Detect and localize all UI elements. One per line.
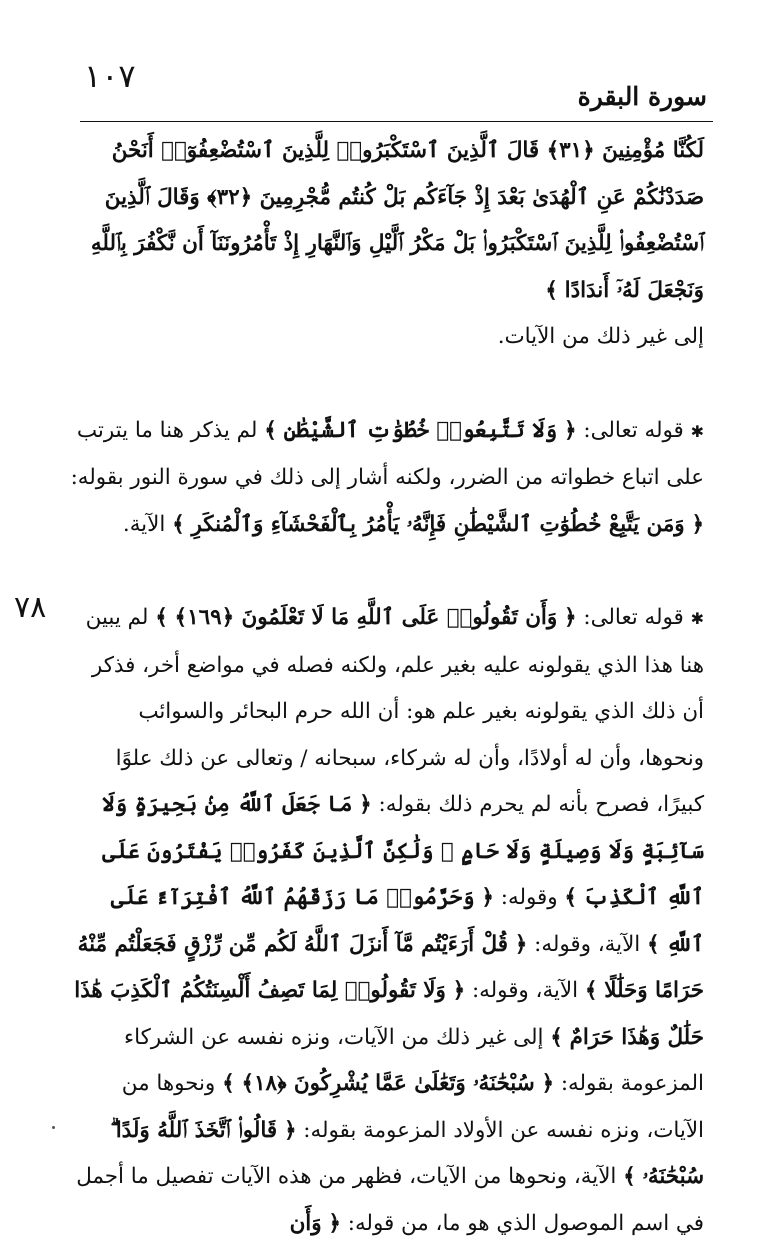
close-brace: ﴾ <box>584 978 598 1003</box>
paragraph-text: قوله تعالى: <box>583 417 684 443</box>
quran-verse: قَالُوا۟ ٱتَّخَذَ ٱللَّهُ وَلَدًا ۗ سُبْحَٰنَهُۥ <box>110 1117 704 1189</box>
paragraph-text: الآية، وقوله: <box>471 978 579 1003</box>
paragraph-text: الآية. <box>122 511 166 537</box>
paragraph-2 <box>68 408 704 549</box>
open-brace: ﴿ <box>359 792 372 817</box>
close-brace: ﴾ <box>550 1024 563 1050</box>
star-bullet-icon: ✱ <box>690 421 704 441</box>
paragraph-gap <box>68 361 704 408</box>
open-brace: ﴿ <box>452 978 466 1003</box>
paragraph-3 <box>68 595 704 1247</box>
close-brace: ﴾ <box>222 1071 235 1096</box>
close-brace: ﴾ <box>545 277 558 303</box>
quran-verse: وَأَن <box>289 1210 322 1236</box>
scan-dot <box>52 1126 55 1129</box>
quran-verse: سُبْحَٰنَهُۥ وَتَعَٰلَىٰ عَمَّا يُشْرِكُونَ ﴿١٨﴾ <box>241 1071 535 1096</box>
quran-verse: لَكُنَّا مُؤْمِنِينَ ﴿٣١﴾ قَالَ ٱلَّذِينَ ٱسْتَكْبَرُوا۟ لِلَّذِينَ ٱسْتُضْعِفُوٓا۟ أَنَحْنُ صَدَدْنَٰكُمْ عَنِ ٱلْهُدَىٰ بَعْدَ إِذْ جَآءَكُم بَلْ كُنتُم مُّجْرِمِينَ ﴿٣٢﴾ وَقَالَ ٱلَّذِينَ ٱسْتُضْعِفُوا۟ لِلَّذِينَ ٱسْتَكْبَرُوا۟ بَلْ مَكْرُ ٱلَّيْلِ وَٱلنَّهَارِ إِذْ تَأْمُرُونَنَآ أَن نَّكْفُرَ بِٱللَّهِ وَنَجْعَلَ لَهُۥٓ أَندَادًا <box>90 138 704 303</box>
open-brace: ﴿ <box>564 605 577 630</box>
paragraph-text: وقوله: <box>500 885 558 910</box>
paragraph-gap <box>68 548 704 595</box>
close-brace: ﴾ <box>264 417 277 443</box>
paragraph-1 <box>68 128 704 361</box>
open-brace: ﴿ <box>691 511 704 537</box>
paragraph-text: قوله تعالى: <box>583 605 684 630</box>
paragraph-text: الآية، وقوله: <box>534 931 641 957</box>
open-brace: ﴿ <box>283 1117 297 1143</box>
paragraph-text: الآية، ونحوها من الآيات، فظهر من هذه الآيات تفصيل ما أجمل في اسم الموصول الذي هو ما، من قوله: <box>76 1164 704 1236</box>
paragraph-text: إلى غير ذلك من الآيات، ونزه نفسه عن الشركاء المزعومة بقوله: <box>124 1024 704 1096</box>
open-brace: ﴿ <box>541 1071 554 1096</box>
open-brace: ﴿ <box>564 417 577 443</box>
paragraph-text: ونحوها من الآيات، ونزه نفسه عن الأولاد المزعومة بقوله: <box>121 1071 704 1143</box>
quran-verse: قُلْ أَرَءَيْتُم مَّآ أَنزَلَ ٱللَّهُ لَكُم مِّن رِّزْقٍ فَجَعَلْتُم مِّنْهُ حَرَامًا وَحَلَٰلًا <box>77 931 704 1003</box>
quran-verse: مَا جَعَلَ ٱللَّهُ مِنۢ بَحِيرَةٍ وَلَا سَآئِبَةٍ وَلَا وَصِيلَةٍ وَلَا حَامٍ ۙ وَلَٰكِنَّ ٱلَّذِينَ كَفَرُوا۟ يَفْتَرُونَ عَلَى ٱللَّهِ ٱلْكَذِبَ <box>102 792 704 910</box>
close-brace: ﴾ <box>155 605 168 630</box>
open-brace: ﴿ <box>328 1210 341 1236</box>
header-rule <box>80 121 713 122</box>
close-brace: ﴾ <box>564 885 577 910</box>
page-number: ١٠٧ <box>84 57 136 95</box>
quran-verse: وَلَا تَقُولُوا۟ لِمَا تَصِفُ أَلْسِنَتُكُمُ ٱلْكَذِبَ هَٰذَا حَلَٰلٌ وَهَٰذَا حَرَامٌ <box>74 978 704 1050</box>
open-brace: ﴿ <box>514 931 528 957</box>
paragraph-text: لم يبين هنا هذا الذي يقولونه عليه بغير علم، ولكنه فصله في مواضع أخر، فذكر أن ذلك الذي يقولونه بغير علم هو: أن الله حرم البحائر والسوائب ونحوها، وأن له أولادًا، وأن له شركاء، سبحانه / وتعالى عن ذلك علوًا كبيرًا، فصرح بأنه لم يحرم ذلك بقوله: <box>85 605 704 817</box>
quran-verse: وَمَن يَتَّبِعْ خُطُوَٰتِ ٱلشَّيْطَٰنِ فَإِنَّهُۥ يَأْمُرُ بِٱلْفَحْشَآءِ وَٱلْمُنكَرِ <box>191 511 685 537</box>
surah-name-header: سورة البقرة <box>577 82 707 111</box>
paragraph-text: لم يذكر هنا ما يترتب على اتباع خطواته من الضرر، ولكنه أشار إلى ذلك في سورة النور بقوله: <box>70 417 704 490</box>
close-brace: ﴾ <box>623 1164 636 1189</box>
quran-verse: وَحَرَّمُوا۟ مَا رَزَقَهُمُ ٱللَّهُ ٱفْتِرَآءً عَلَى ٱللَّهِ <box>110 885 704 957</box>
quran-verse: وَأَن تَقُولُوا۟ عَلَى ٱللَّهِ مَا لَا تَعْلَمُونَ ﴿١٦٩﴾ <box>174 605 558 630</box>
paragraph-text: إلى غير ذلك من الآيات. <box>497 324 704 349</box>
quran-verse: وَلَا تَتَّبِعُوا۟ خُطُوَٰتِ ٱلشَّيْطَٰنِ <box>283 417 558 443</box>
star-bullet-icon: ✱ <box>690 609 704 628</box>
close-brace: ﴾ <box>647 931 660 957</box>
close-brace: ﴾ <box>172 511 185 537</box>
open-brace: ﴿ <box>481 885 494 910</box>
margin-page-number: ٧٨ <box>14 590 47 625</box>
body-text <box>68 128 704 1247</box>
